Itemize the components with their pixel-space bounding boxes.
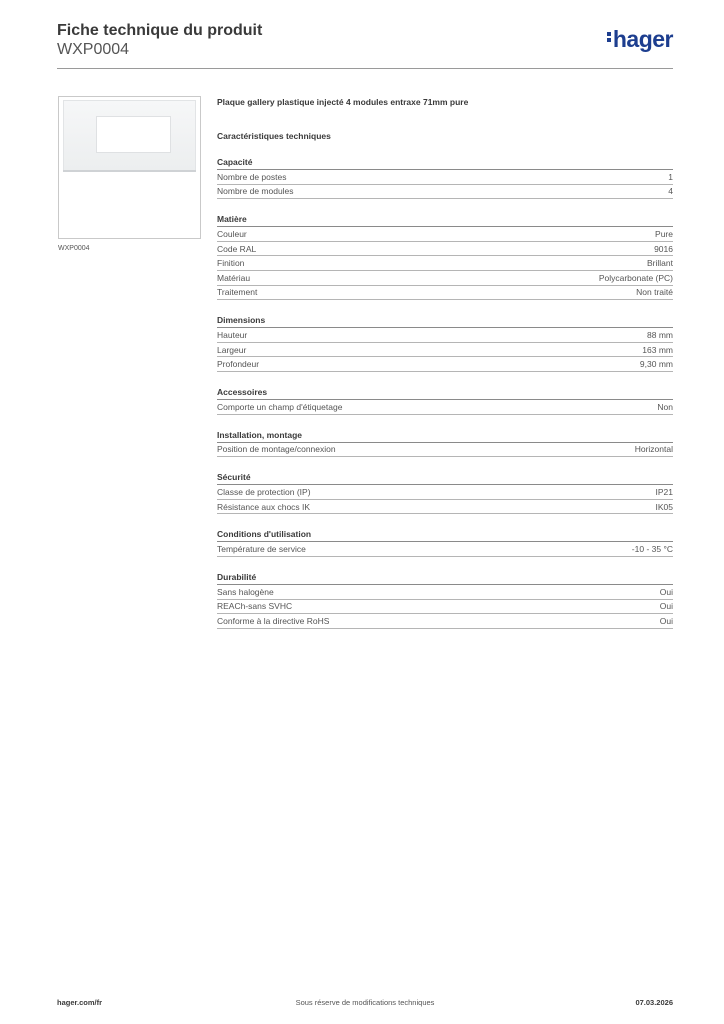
group-title: Conditions d'utilisation <box>217 529 673 542</box>
spec-group <box>217 572 673 629</box>
spec-label: Conforme à la directive RoHS <box>217 615 330 626</box>
spec-label: Code RAL <box>217 243 257 254</box>
spec-group <box>217 529 673 557</box>
spec-row <box>217 357 673 372</box>
spec-label: Traitement <box>217 287 258 298</box>
spec-label: Profondeur <box>217 359 260 370</box>
spec-label: Sans halogène <box>217 586 274 597</box>
product-reference: WXP0004 <box>57 41 130 58</box>
spec-label: Position de montage/connexion <box>217 444 336 455</box>
spec-row <box>217 227 673 242</box>
spec-row <box>217 256 673 271</box>
spec-value: 9016 <box>654 243 673 254</box>
group-title: Installation, montage <box>217 430 673 443</box>
group-title: Dimensions <box>217 315 673 328</box>
spec-value: -10 - 35 °C <box>631 544 673 555</box>
spec-value: 9,30 mm <box>639 359 673 370</box>
spec-row <box>217 328 673 343</box>
spec-group <box>217 387 673 415</box>
section-heading: Caractéristiques techniques <box>217 131 331 141</box>
spec-row <box>217 242 673 257</box>
spec-value: Polycarbonate (PC) <box>598 272 673 283</box>
spec-value: Non <box>657 401 673 412</box>
spec-row <box>217 185 673 200</box>
plate-shadow <box>63 170 196 172</box>
spec-value: Oui <box>659 601 673 612</box>
spec-value: 88 mm <box>647 329 673 340</box>
spec-row <box>217 542 673 557</box>
spec-group <box>217 315 673 372</box>
spec-label: Température de service <box>217 544 306 555</box>
group-title: Durabilité <box>217 572 673 585</box>
group-title: Capacité <box>217 157 673 170</box>
spec-label: Hauteur <box>217 329 248 340</box>
spec-groups <box>217 157 673 629</box>
spec-group <box>217 157 673 199</box>
spec-label: Nombre de modules <box>217 186 294 197</box>
spec-row <box>217 600 673 615</box>
spec-value: Pure <box>655 228 673 239</box>
spec-group <box>217 430 673 458</box>
spec-row <box>217 614 673 629</box>
spec-label: Finition <box>217 258 245 269</box>
footer-website: hager.com/fr <box>57 998 103 1007</box>
hager-logo <box>607 26 673 53</box>
group-title: Matière <box>217 214 673 227</box>
spec-group <box>217 214 673 300</box>
spec-label: Nombre de postes <box>217 171 287 182</box>
spec-value: Brillant <box>647 258 673 269</box>
spec-label: Matériau <box>217 272 251 283</box>
spec-row <box>217 443 673 458</box>
image-caption: WXP0004 <box>58 245 90 252</box>
spec-content <box>217 96 673 629</box>
spec-value: Oui <box>659 586 673 597</box>
spec-value: Non traité <box>636 287 673 298</box>
product-image <box>58 96 201 239</box>
spec-label: Largeur <box>217 344 247 355</box>
spec-value: IP21 <box>655 486 673 497</box>
spec-group <box>217 472 673 514</box>
spec-row <box>217 343 673 358</box>
spec-value: 163 mm <box>642 344 673 355</box>
wall-plate-illustration <box>63 100 196 171</box>
logo-text: hager <box>612 26 673 52</box>
page-footer <box>57 998 673 1010</box>
page-header <box>57 21 673 69</box>
spec-row <box>217 286 673 301</box>
spec-row <box>217 271 673 286</box>
spec-label: Couleur <box>217 228 247 239</box>
page-title: Fiche technique du produit <box>57 22 263 39</box>
spec-row <box>217 400 673 415</box>
group-title: Accessoires <box>217 387 673 400</box>
footer-date: 07.03.2026 <box>635 998 673 1007</box>
plate-opening <box>96 116 171 153</box>
spec-row <box>217 170 673 185</box>
spec-value: Oui <box>659 615 673 626</box>
spec-row <box>217 500 673 515</box>
spec-value: IK05 <box>655 501 673 512</box>
product-name: Plaque gallery plastique injecté 4 modules entraxe 71mm pure <box>217 97 469 107</box>
spec-label: Résistance aux chocs IK <box>217 501 311 512</box>
spec-label: Classe de protection (IP) <box>217 486 311 497</box>
header-divider <box>57 68 673 69</box>
spec-value: 4 <box>668 186 673 197</box>
logo-dots-icon <box>607 30 611 44</box>
group-title: Sécurité <box>217 472 673 485</box>
spec-row <box>217 485 673 500</box>
spec-value: Horizontal <box>634 444 673 455</box>
spec-label: Comporte un champ d'étiquetage <box>217 401 343 412</box>
spec-row <box>217 585 673 600</box>
footer-notice: Sous réserve de modifications techniques <box>295 998 435 1007</box>
spec-label: REACh-sans SVHC <box>217 601 293 612</box>
spec-value: 1 <box>668 171 673 182</box>
